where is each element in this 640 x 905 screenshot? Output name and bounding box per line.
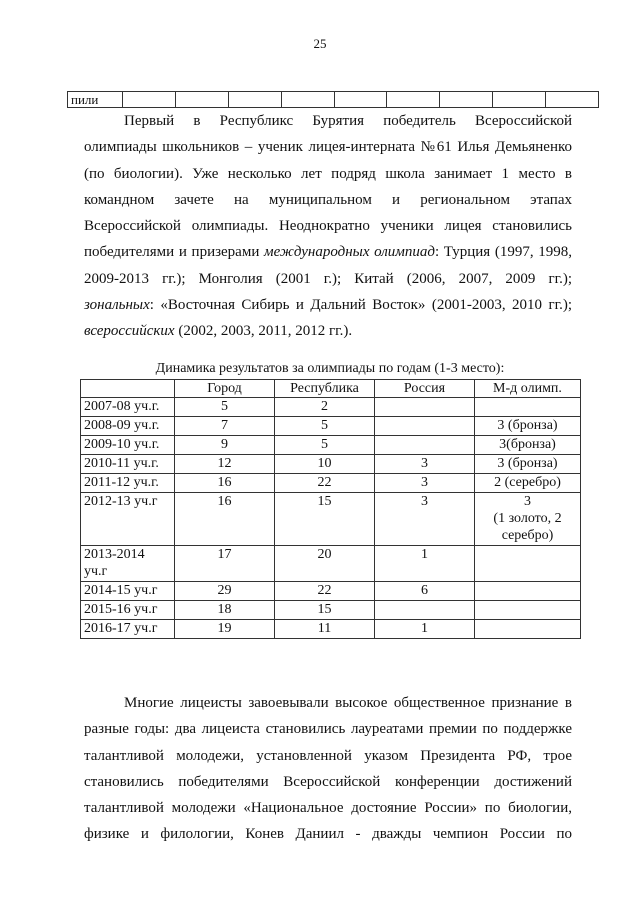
table-cell: 2 (серебро) [475, 474, 581, 493]
table-header-row [81, 380, 581, 398]
table-cell: 15 [275, 601, 375, 620]
table-cell [334, 92, 387, 108]
table-cell: 17 [175, 546, 275, 582]
table-cell: 3 [375, 455, 475, 474]
column-header: Город [175, 380, 275, 398]
row-label-cell: 2010-11 уч.г. [81, 455, 175, 474]
table-cell: 18 [175, 601, 275, 620]
table-cell [475, 546, 581, 582]
table-cell [375, 436, 475, 455]
table-cell: 5 [275, 436, 375, 455]
paragraph-olympiads [84, 108, 572, 345]
table-cell: 22 [275, 474, 375, 493]
text-line [84, 292, 572, 318]
table-cell: 3 (бронза) [475, 455, 581, 474]
table-row [81, 455, 581, 474]
column-header [81, 380, 175, 398]
table-cell: пили [68, 92, 123, 108]
table-cell: 3 [375, 493, 475, 546]
row-label-cell: 2014-15 уч.г [81, 582, 175, 601]
text-line: (по биологии). Уже несколько лет подряд школа занимает 1 место в [84, 165, 572, 182]
table-row [81, 493, 581, 546]
table-cell [175, 92, 228, 108]
results-table [80, 379, 581, 639]
table-row [81, 582, 581, 601]
table-caption: Динамика результатов за олимпиады по годам (1-3 место): [155, 361, 505, 376]
table-cell [387, 92, 440, 108]
table-cell: 11 [275, 620, 375, 639]
table-cell: 22 [275, 582, 375, 601]
table-cell: 20 [275, 546, 375, 582]
table-row [81, 474, 581, 493]
text-line: талантливой молодежи «Национальное достояние России» по биологии, [84, 800, 572, 817]
table-cell [440, 92, 493, 108]
column-header: Россия [375, 380, 475, 398]
text-line: талантливой молодежи, установленной указом Президента РФ, трое [84, 747, 572, 764]
text-run: : Турция (1997, 1998, [434, 244, 572, 261]
row-label-cell: 2016-17 уч.г [81, 620, 175, 639]
top-table-fragment [67, 91, 599, 108]
table-cell: 19 [175, 620, 275, 639]
table-cell [546, 92, 599, 108]
table-row [81, 601, 581, 620]
table-cell [375, 601, 475, 620]
table-cell: 16 [175, 474, 275, 493]
text-line: олимпиады школьников – ученик лицея-интерната №61 Илья Демьяненко [84, 139, 572, 156]
text-run: победителями и призерами [84, 244, 265, 261]
row-label-cell: 2008-09 уч.г. [81, 417, 175, 436]
table-cell: 16 [175, 493, 275, 546]
table-cell: 15 [275, 493, 375, 546]
italic-run: международных олимпиад [264, 244, 435, 261]
text-line [84, 318, 572, 344]
row-label-cell: 2015-16 уч.г [81, 601, 175, 620]
table-cell: 2 [275, 398, 375, 417]
text-line: Всероссийской олимпиады. Неоднократно ученики лицея становились [84, 218, 572, 235]
text-line: Первый в Республикс Бурятия победитель Всероссийской [124, 113, 572, 129]
table-cell [375, 417, 475, 436]
table-row [81, 417, 581, 436]
text-line: разные годы: два лицеиста становились лауреатами премии по поддержке [84, 721, 572, 738]
table-cell: 3(бронза) [475, 436, 581, 455]
row-label-cell: 2012-13 уч.г [81, 493, 175, 546]
table-cell: 1 [375, 620, 475, 639]
text-line [84, 239, 572, 265]
column-header: М-д олимп. [475, 380, 581, 398]
table-cell: 10 [275, 455, 375, 474]
text-line: физике и филологии, Конев Даниил - дважды чемпион России по [84, 826, 572, 843]
table-cell: 6 [375, 582, 475, 601]
table-cell: 3 (1 золото, 2 серебро) [475, 493, 581, 546]
table-cell: 5 [175, 398, 275, 417]
table-cell: 29 [175, 582, 275, 601]
table-row [81, 436, 581, 455]
table-cell: 5 [275, 417, 375, 436]
table-cell: 9 [175, 436, 275, 455]
table-cell [228, 92, 281, 108]
italic-run: зональных [84, 297, 150, 314]
table-cell [375, 398, 475, 417]
table-cell: 3 (бронза) [475, 417, 581, 436]
table-cell: 12 [175, 455, 275, 474]
table-cell [493, 92, 546, 108]
table-cell [475, 398, 581, 417]
italic-run: всероссийских [84, 323, 175, 340]
table-cell [281, 92, 334, 108]
table-row [81, 398, 581, 417]
table-row [81, 546, 581, 582]
text-run: (2002, 2003, 2011, 2012 гг.). [174, 323, 353, 340]
text-line: командном зачете на муниципальном и региональном этапах [84, 191, 572, 208]
text-run: : «Восточная Сибирь и Дальний Восток» (2001-2003, 2010 гг.); [149, 297, 572, 314]
row-label-cell: 2013-2014 уч.г [81, 546, 175, 582]
text-line: 2009-2013 гг.); Монголия (2001 г.); Китай (2006, 2007, 2009 гг.); [84, 270, 572, 287]
page-number: 25 [313, 36, 327, 51]
paragraph-achievements [84, 690, 572, 848]
column-header: Республика [275, 380, 375, 398]
table-cell [475, 582, 581, 601]
table-cell [475, 601, 581, 620]
row-label-cell: 2011-12 уч.г. [81, 474, 175, 493]
table-cell: 3 [375, 474, 475, 493]
table-cell: 1 [375, 546, 475, 582]
table-cell [475, 620, 581, 639]
text-line: Многие лицеисты завоевывали высокое общественное признание в [124, 695, 572, 711]
table-row [81, 620, 581, 639]
table-row [68, 92, 599, 108]
table-cell [123, 92, 176, 108]
table-cell: 7 [175, 417, 275, 436]
text-line: становились победителями Всероссийской конференции достижений [84, 773, 572, 790]
row-label-cell: 2007-08 уч.г. [81, 398, 175, 417]
row-label-cell: 2009-10 уч.г. [81, 436, 175, 455]
